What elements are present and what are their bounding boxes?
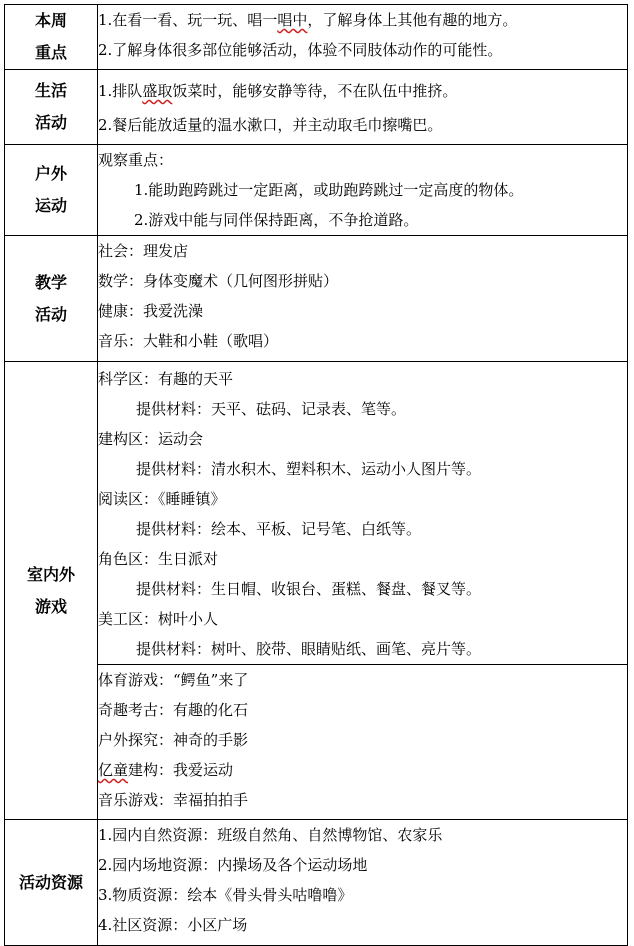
label-life-activity <box>5 70 98 145</box>
resource-item: 3.物质资源：绘本《骨头骨头咕噜噜》 <box>98 886 353 904</box>
teaching-item: 音乐：大鞋和小鞋（歌唱） <box>98 332 279 350</box>
row-games-indoor <box>5 362 628 665</box>
teaching-item: 数学：身体变魔术（几何图形拼贴） <box>98 272 339 290</box>
indoor-materials: 提供材料：天平、砝码、记录表、笔等。 <box>136 400 407 418</box>
outdoor-item-2: 2.游戏中能与同伴保持距离，不争抢道路。 <box>134 211 419 229</box>
life-item-1-marked: 盛取 <box>142 82 173 100</box>
row-life-activity <box>5 70 628 145</box>
resource-item: 4.社区资源：小区广场 <box>98 916 248 934</box>
indoor-area: 美工区：树叶小人 <box>98 610 219 628</box>
content-activity-resources <box>98 820 628 946</box>
content-outdoor-sports <box>98 145 628 236</box>
teaching-item: 健康：我爱洗澡 <box>98 302 204 320</box>
focus-item-1-marked: 唱中 <box>277 11 308 29</box>
indoor-area: 角色区：生日派对 <box>98 550 219 568</box>
life-item-1-prefix: 1.排队 <box>98 82 143 100</box>
label-teaching-activity <box>5 236 98 362</box>
label-life-line1: 生活 <box>34 81 67 100</box>
outdoor-game-item: 体育游戏：“鳄鱼”来了 <box>98 671 249 689</box>
row-games-outdoor <box>5 665 628 820</box>
life-item-2: 2.餐后能放适量的温水漱口，并主动取毛巾擦嘴巴。 <box>98 116 443 134</box>
outdoor-game-item-suffix: 建构：我爱运动 <box>128 761 234 779</box>
life-item-1-suffix: 饭菜时，能够安静等待，不在队伍中推挤。 <box>172 82 458 100</box>
label-resources: 活动资源 <box>18 872 83 892</box>
outdoor-game-item-marked: 亿童 <box>98 761 129 779</box>
outdoor-game-item: 音乐游戏：幸福拍拍手 <box>98 791 249 809</box>
row-weekly-focus <box>5 5 628 70</box>
focus-item-2: 2.了解身体很多部位能够活动，体验不同肢体动作的可能性。 <box>98 41 503 59</box>
content-games-outdoor <box>98 665 628 820</box>
row-activity-resources <box>5 820 628 946</box>
label-teaching-line1: 教学 <box>34 272 67 292</box>
row-outdoor-sports <box>5 145 628 236</box>
indoor-area: 科学区：有趣的天平 <box>98 370 234 388</box>
label-weekly-focus <box>5 5 98 70</box>
row-teaching-activity <box>5 236 628 362</box>
label-weekly-focus-line1: 本周 <box>34 11 67 30</box>
content-games-indoor <box>98 362 628 665</box>
indoor-materials: 提供材料：树叶、胶带、眼睛贴纸、画笔、亮片等。 <box>136 640 482 658</box>
teaching-item: 社会：理发店 <box>98 242 189 260</box>
content-teaching-activity <box>98 236 628 362</box>
label-activity-resources <box>5 820 98 946</box>
indoor-materials: 提供材料：生日帽、收银台、蛋糕、餐盘、餐叉等。 <box>136 580 482 598</box>
label-games <box>5 362 98 820</box>
outdoor-intro: 观察重点： <box>98 151 174 169</box>
content-weekly-focus <box>98 5 628 70</box>
label-life-line2: 活动 <box>34 113 67 132</box>
indoor-materials: 提供材料：绘本、平板、记号笔、白纸等。 <box>136 520 422 538</box>
life-item-1 <box>98 76 627 106</box>
label-games-line2: 游戏 <box>34 596 67 616</box>
weekly-plan-table <box>4 4 628 946</box>
outdoor-game-item: 奇趣考古：有趣的化石 <box>98 701 249 719</box>
focus-item-1-suffix: ，了解身体上其他有趣的地方。 <box>307 11 518 29</box>
label-outdoor-line1: 户外 <box>34 164 67 183</box>
outdoor-item-1: 1.能助跑跨跳过一定距离，或助跑跨跳过一定高度的物体。 <box>134 181 524 199</box>
label-outdoor-sports <box>5 145 98 236</box>
outdoor-game-item: 户外探究：神奇的手影 <box>98 731 249 749</box>
resource-item: 2.园内场地资源：内操场及各个运动场地 <box>98 856 368 874</box>
label-weekly-focus-line2: 重点 <box>34 43 67 62</box>
label-outdoor-line2: 运动 <box>34 196 67 215</box>
indoor-area: 建构区：运动会 <box>98 430 204 448</box>
label-games-line1: 室内外 <box>26 564 75 584</box>
focus-item-1 <box>98 5 627 35</box>
resource-item: 1.园内自然资源：班级自然角、自然博物馆、农家乐 <box>98 826 443 844</box>
outdoor-game-item <box>98 755 627 785</box>
indoor-materials: 提供材料：清水积木、塑料积木、运动小人图片等。 <box>136 460 482 478</box>
content-life-activity <box>98 70 628 145</box>
focus-item-1-prefix: 1.在看一看、玩一玩、唱一 <box>98 11 278 29</box>
label-teaching-line2: 活动 <box>34 304 67 324</box>
indoor-area: 阅读区：《睡睡镇》 <box>98 490 226 508</box>
